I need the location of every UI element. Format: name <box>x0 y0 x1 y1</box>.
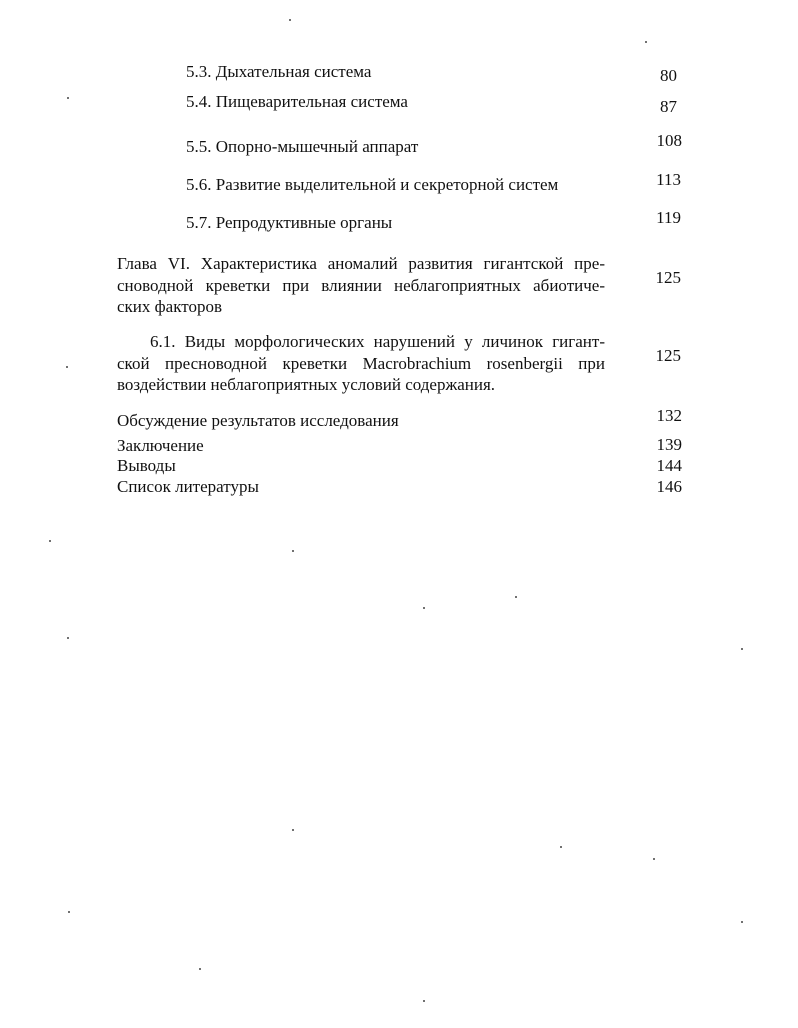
toc-entry-5-4-title: 5.4. Пищеварительная система <box>186 92 408 111</box>
toc-entry-6-1-title <box>117 331 605 396</box>
toc-entry-chapter-6-title <box>117 253 605 318</box>
toc-entry-chapter-6-line: Глава VI. Характеристика аномалий развития гигантской пре- <box>117 254 605 273</box>
toc-entry-conclusion-page: 139 <box>656 435 682 454</box>
scan-speck <box>199 968 201 970</box>
toc-entry-5-6-page: 113 <box>656 170 681 189</box>
toc-entry-discussion-page: 132 <box>656 406 682 425</box>
scan-speck <box>292 550 294 552</box>
scan-speck <box>423 1000 425 1002</box>
scan-speck <box>560 846 562 848</box>
toc-entry-5-5-page: 108 <box>656 131 682 150</box>
scan-speck <box>66 366 68 368</box>
toc-entry-chapter-6-line: сноводной креветки при влиянии неблагоприятных абиотиче- <box>117 275 605 295</box>
scan-speck <box>653 858 655 860</box>
scan-speck <box>423 607 425 609</box>
scan-speck <box>741 648 743 650</box>
toc-entry-references-page: 146 <box>656 477 682 496</box>
toc-entry-6-1-line: ской пресноводной креветки Macrobrachium rosenbergii при <box>117 353 605 373</box>
scan-speck <box>741 921 743 923</box>
toc-entry-5-5-title: 5.5. Опорно-мышечный аппарат <box>186 137 419 156</box>
scan-speck <box>645 41 647 43</box>
scan-speck <box>68 911 70 913</box>
toc-entry-6-1-page: 125 <box>655 346 681 365</box>
toc-entry-discussion-title: Обсуждение результатов исследования <box>117 411 399 430</box>
toc-entry-5-7-page: 119 <box>656 208 681 227</box>
toc-entry-chapter-6-line: ских факторов <box>117 297 222 316</box>
scan-speck <box>292 829 294 831</box>
toc-entry-5-4-page: 87 <box>660 97 677 116</box>
toc-entry-conclusion-title: Заключение <box>117 436 204 455</box>
toc-entry-6-1-line: воздействии неблагоприятных условий содержания. <box>117 375 496 394</box>
toc-entry-5-3-title: 5.3. Дыхательная система <box>186 62 372 81</box>
toc-entry-findings-title: Выводы <box>117 456 176 475</box>
scan-speck <box>289 19 291 21</box>
toc-entry-5-6-title: 5.6. Развитие выделительной и секреторной систем <box>186 175 559 194</box>
toc-entry-5-3-page: 80 <box>660 66 677 85</box>
scan-speck <box>49 540 51 542</box>
toc-entry-references-title: Список литературы <box>117 477 259 496</box>
toc-entry-6-1-line: 6.1. Виды морфологических нарушений у личинок гигант- <box>150 332 605 351</box>
scan-speck <box>67 97 69 99</box>
toc-entry-chapter-6-page: 125 <box>655 268 681 287</box>
scan-speck <box>67 637 69 639</box>
scan-speck <box>515 596 517 598</box>
toc-entry-findings-page: 144 <box>656 456 682 475</box>
toc-entry-5-7-title: 5.7. Репродуктивные органы <box>186 213 393 232</box>
